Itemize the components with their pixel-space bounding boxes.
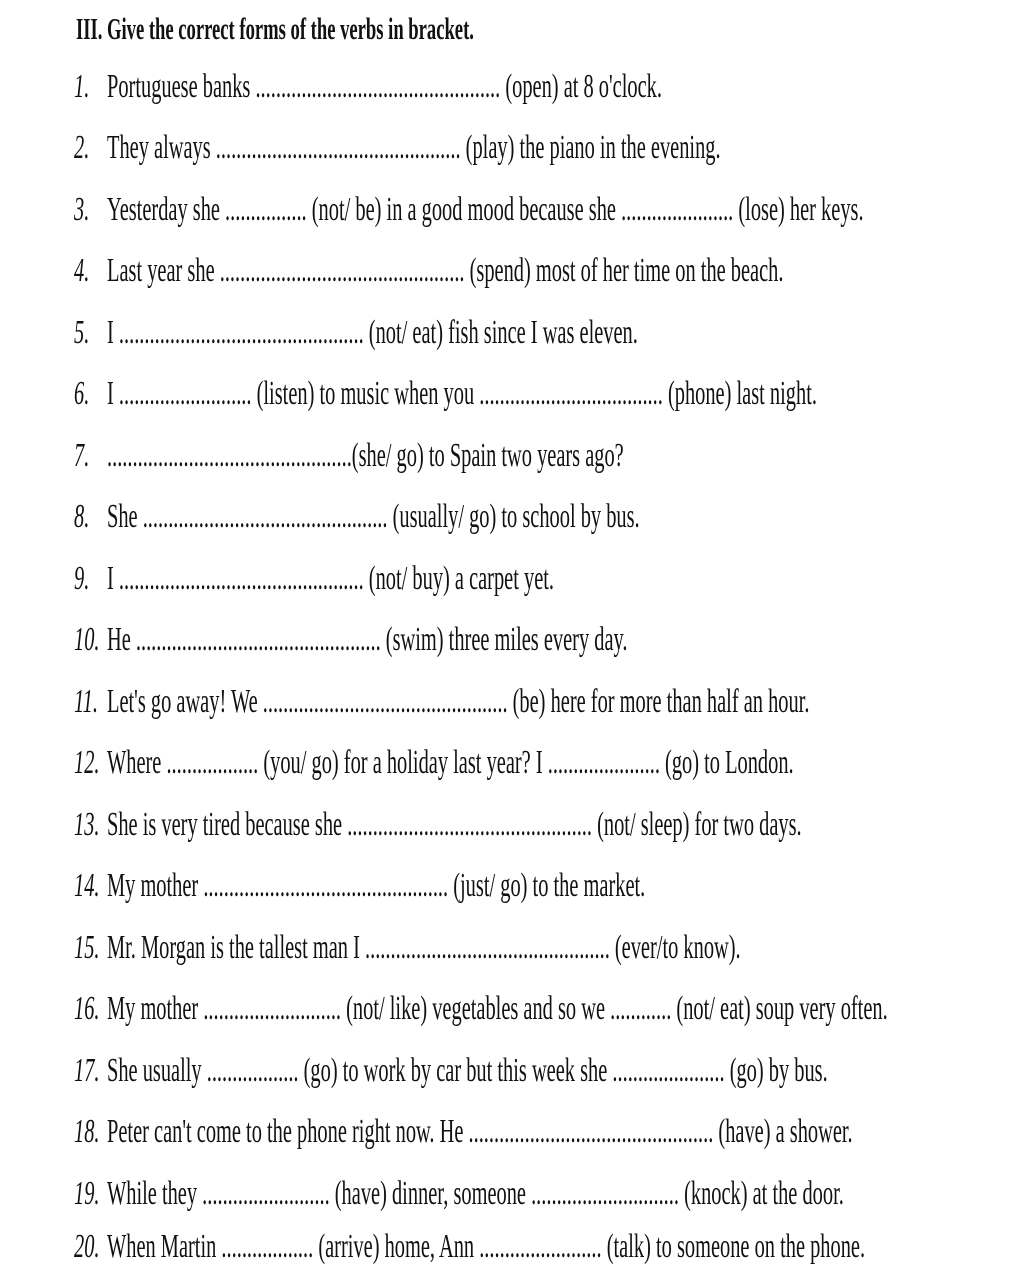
question-12 [74,738,794,788]
question-text: Last year she ................................................ (spend) most of her time on the beach. [107,252,784,289]
question-3 [74,185,864,235]
question-text: When Martin .................. (arrive) home, Ann ........................ (talk) to someone on the phone. [107,1228,866,1265]
question-text: My mother ................................................ (just/ go) to the market. [107,867,646,904]
question-text: Mr. Morgan is the tallest man I ................................................ (ever/to know). [107,929,741,966]
question-17 [74,1046,828,1096]
question-5 [74,308,638,358]
question-text: Yesterday she ................ (not/ be) in a good mood because she ...................... (lose) her keys. [107,191,864,228]
question-10 [74,615,627,665]
exercise-heading: III. Give the correct forms of the verbs in bracket. [76,11,474,46]
question-text: Peter can't come to the phone right now. He ................................................ (have) a shower. [107,1113,853,1150]
question-6 [74,369,817,419]
question-text: Let's go away! We ................................................ (be) here for more than half an hour. [107,683,810,720]
question-2 [74,123,721,173]
question-13 [74,800,802,850]
question-number: 2. [74,129,90,166]
question-text: I ................................................ (not/ eat) fish since I was eleven. [107,314,638,351]
question-number: 15. [74,929,100,966]
question-19 [74,1169,844,1219]
question-number: 13. [74,806,100,843]
question-text: She ................................................ (usually/ go) to school by bus. [107,498,640,535]
question-number: 19. [74,1175,100,1212]
question-text: Where .................. (you/ go) for a holiday last year? I ...................... (go) to London. [107,744,794,781]
question-text: My mother ........................... (not/ like) vegetables and so we ............ (not/ eat) soup very often. [107,990,888,1027]
question-9 [74,554,554,604]
question-number: 12. [74,744,100,781]
question-number: 6. [74,375,90,412]
question-text: While they ......................... (have) dinner, someone ............................. (knock) at the door. [107,1175,844,1212]
question-8 [74,492,640,542]
question-text: She is very tired because she ................................................ (not/ sleep) for two days. [107,806,802,843]
question-7 [74,431,624,481]
question-number: 10. [74,621,100,658]
question-16 [74,984,888,1034]
question-number: 17. [74,1052,100,1089]
question-text: I .......................... (listen) to music when you .................................... (phone) last night. [107,375,817,412]
question-number: 4. [74,252,90,289]
question-18 [74,1107,853,1157]
question-14 [74,861,645,911]
question-number: 7. [74,437,90,474]
question-11 [74,677,809,727]
question-number: 14. [74,867,100,904]
question-number: 8. [74,498,90,535]
question-text: They always ................................................ (play) the piano in the evening. [107,129,721,166]
question-text: Portuguese banks ................................................ (open) at 8 o'clock. [107,68,662,105]
question-number: 20. [74,1228,100,1265]
question-number: 1. [74,68,90,105]
question-15 [74,923,741,973]
question-4 [74,246,783,296]
question-text: ................................................(she/ go) to Spain two years ago? [107,437,624,474]
question-20 [74,1222,865,1272]
question-number: 9. [74,560,90,597]
question-number: 5. [74,314,90,351]
question-number: 16. [74,990,100,1027]
question-text: She usually .................. (go) to work by car but this week she ...................... (go) by bus. [107,1052,828,1089]
question-text: He ................................................ (swim) three miles every day. [107,621,628,658]
question-text: I ................................................ (not/ buy) a carpet yet. [107,560,555,597]
question-number: 3. [74,191,90,228]
question-1 [74,62,662,112]
question-number: 11. [74,683,98,720]
question-number: 18. [74,1113,100,1150]
